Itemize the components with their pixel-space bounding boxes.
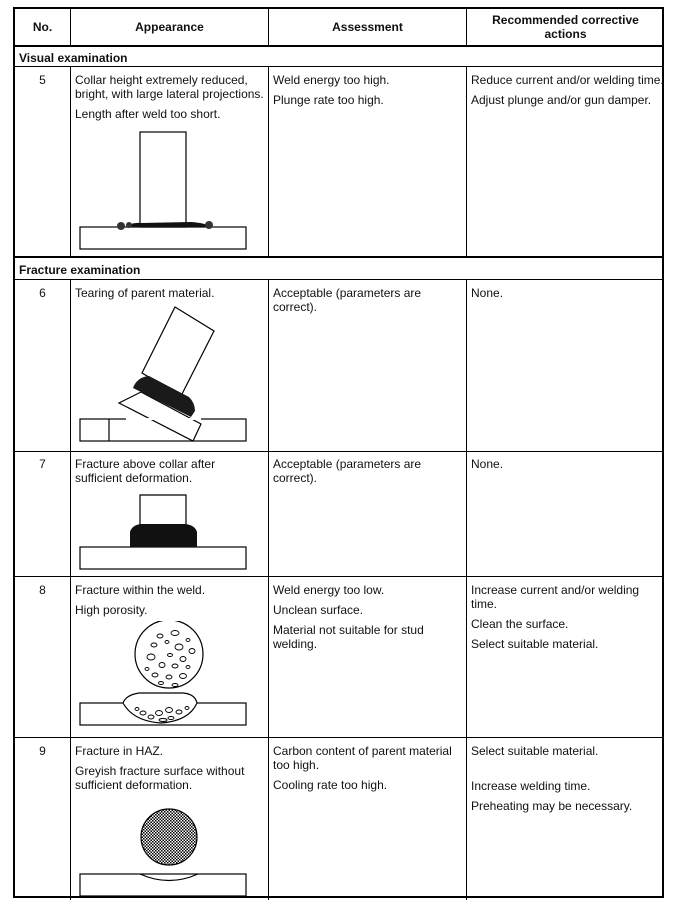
appearance-text: Collar height extremely reduced, bright, with large lateral projections. xyxy=(75,73,264,101)
assessment-text: Cooling rate too high. xyxy=(273,778,388,792)
divider xyxy=(466,67,467,256)
row-number: 6 xyxy=(39,286,46,300)
column-header-actions: Recommended corrective actions xyxy=(492,13,639,41)
divider xyxy=(15,256,662,258)
assessment-text: Carbon content of parent material too high. xyxy=(273,744,452,772)
actions-cell xyxy=(471,457,665,477)
column-header-no: No. xyxy=(32,20,53,34)
assessment-text: Weld energy too high. xyxy=(273,73,390,87)
divider xyxy=(466,280,467,900)
haz-fracture-figure xyxy=(71,799,268,899)
actions-cell xyxy=(471,583,665,657)
appearance-text: Length after weld too short. xyxy=(75,107,221,121)
assessment-cell xyxy=(273,73,465,113)
divider xyxy=(15,451,662,452)
assessment-cell xyxy=(273,457,453,491)
section-title-fracture: Fracture examination xyxy=(19,263,141,277)
assessment-cell xyxy=(273,744,457,798)
action-text: None. xyxy=(471,457,504,471)
weld-defect-table xyxy=(13,7,664,898)
appearance-text: Fracture above collar after sufficient deformation. xyxy=(75,457,216,485)
assessment-text: Plunge rate too high. xyxy=(273,93,384,107)
action-text: Select suitable material. xyxy=(471,744,599,758)
action-text: Increase welding time. xyxy=(471,779,591,793)
porous-weld-figure xyxy=(71,621,268,737)
assessment-text: Acceptable (parameters are correct). xyxy=(273,286,422,314)
divider xyxy=(15,66,662,67)
actions-cell xyxy=(471,73,665,113)
divider xyxy=(15,45,662,47)
divider xyxy=(15,279,662,280)
section-title-visual: Visual examination xyxy=(19,51,128,65)
appearance-text: High porosity. xyxy=(75,603,148,617)
stud-fracture-above-collar-figure xyxy=(71,487,268,577)
row-number: 5 xyxy=(39,73,46,87)
assessment-cell xyxy=(273,286,453,320)
appearance-text: Tearing of parent material. xyxy=(75,286,215,300)
assessment-text: Acceptable (parameters are correct). xyxy=(273,457,422,485)
row-number: 9 xyxy=(39,744,46,758)
appearance-text: Fracture in HAZ. xyxy=(75,744,164,758)
row-number: 8 xyxy=(39,583,46,597)
assessment-cell xyxy=(273,583,453,657)
column-header-appearance: Appearance xyxy=(135,20,204,34)
divider xyxy=(268,280,269,900)
appearance-text: Fracture within the weld. xyxy=(75,583,206,597)
action-text: Adjust plunge and/or gun damper. xyxy=(471,93,652,107)
row-number: 7 xyxy=(39,457,46,471)
appearance-text: Greyish fracture surface without sufficient deformation. xyxy=(75,764,245,792)
action-text: Select suitable material. xyxy=(471,637,599,651)
column-header-assessment: Assessment xyxy=(332,20,403,34)
stud-flat-collar-figure xyxy=(71,124,268,256)
action-text: Clean the surface. xyxy=(471,617,569,631)
divider xyxy=(15,737,662,738)
action-text: Preheating may be necessary. xyxy=(471,799,633,813)
divider xyxy=(268,67,269,256)
action-text: Increase current and/or welding time. xyxy=(471,583,640,611)
actions-cell xyxy=(471,744,665,819)
assessment-text: Material not suitable for stud welding. xyxy=(273,623,424,651)
appearance-cell xyxy=(75,73,267,127)
action-text: Reduce current and/or welding time. xyxy=(471,73,664,87)
appearance-cell xyxy=(75,744,255,798)
appearance-cell xyxy=(75,583,267,623)
assessment-text: Unclean surface. xyxy=(273,603,364,617)
action-text: None. xyxy=(471,286,504,300)
bent-stud-figure xyxy=(71,299,268,451)
actions-cell xyxy=(471,286,665,306)
assessment-text: Weld energy too low. xyxy=(273,583,385,597)
appearance-cell xyxy=(75,457,255,491)
